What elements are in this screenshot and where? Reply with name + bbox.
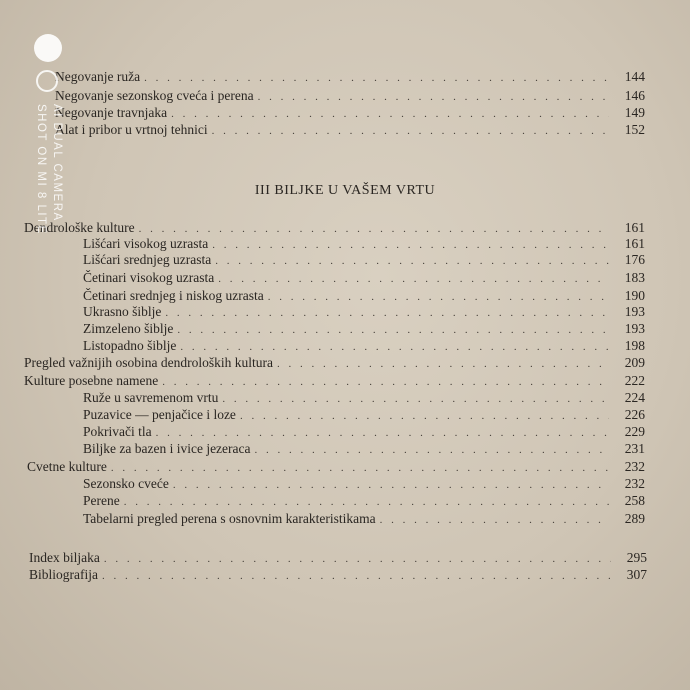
dot-leader bbox=[380, 512, 609, 528]
toc-entry bbox=[29, 567, 647, 584]
toc-entry-title: Index biljaka bbox=[29, 550, 100, 565]
dot-leader bbox=[165, 305, 609, 321]
dot-leader bbox=[162, 374, 609, 390]
toc-entry-page: 258 bbox=[624, 493, 645, 508]
toc-entry bbox=[29, 550, 647, 567]
toc-entry-title: Ruže u savremenom vrtu bbox=[83, 390, 219, 405]
toc-entry-page: 289 bbox=[624, 511, 645, 526]
toc-entry bbox=[83, 321, 645, 338]
toc-entry bbox=[83, 476, 645, 493]
toc-entry-title: Tabelarni pregled perena s osnovnim karakteristikama bbox=[83, 511, 376, 526]
toc-entry-page: 198 bbox=[624, 338, 645, 353]
camera-dot-icon bbox=[34, 34, 62, 62]
toc-entry bbox=[83, 270, 645, 287]
camera-watermark bbox=[26, 34, 70, 274]
toc-entry bbox=[55, 105, 645, 122]
dot-leader bbox=[144, 70, 609, 86]
dot-leader bbox=[124, 494, 609, 510]
toc-entry-title: Pokrivači tla bbox=[83, 424, 152, 439]
toc-entry-title: Pregled važnijih osobina dendroloških kultura bbox=[24, 355, 273, 370]
toc-entry-title: Biljke za bazen i ivice jezeraca bbox=[83, 441, 251, 456]
watermark-line-1: SHOT ON MI 8 LITE bbox=[35, 104, 47, 235]
toc-entry-page: 231 bbox=[624, 441, 645, 456]
toc-entry bbox=[83, 390, 645, 407]
dot-leader bbox=[222, 391, 609, 407]
toc-entry bbox=[83, 338, 645, 355]
toc-entry-title: Četinari srednjeg i niskog uzrasta bbox=[83, 288, 264, 303]
toc-entry-page: 209 bbox=[624, 355, 645, 370]
toc-entry-page: 226 bbox=[624, 407, 645, 422]
toc-entry-page: 224 bbox=[624, 390, 645, 405]
toc-entry bbox=[83, 407, 645, 424]
toc-entry-title: Puzavice — penjačice i loze bbox=[83, 407, 236, 422]
dot-leader bbox=[255, 442, 609, 458]
dot-leader bbox=[111, 460, 609, 476]
toc-entry bbox=[27, 459, 645, 476]
toc-entry-title: Sezonsko cveće bbox=[83, 476, 169, 491]
toc-entry-title: Perene bbox=[83, 493, 120, 508]
toc-entry bbox=[83, 304, 645, 321]
toc-entry-title: Dendrološke kulture bbox=[24, 220, 135, 235]
watermark-line-2: AI DUAL CAMERA bbox=[51, 104, 63, 222]
dot-leader bbox=[180, 339, 609, 355]
toc-entry-title: Lišćari visokog uzrasta bbox=[83, 236, 209, 251]
toc-entry-title: Cvetne kulture bbox=[27, 459, 107, 474]
toc-entry-page: 190 bbox=[624, 288, 645, 303]
dot-leader bbox=[258, 89, 609, 105]
dot-leader bbox=[102, 568, 611, 584]
toc-entry bbox=[55, 122, 645, 139]
toc-entry-title: Kulture posebne namene bbox=[24, 373, 159, 388]
toc-entry-page: 232 bbox=[624, 476, 645, 491]
toc-entry-page: 161 bbox=[624, 220, 645, 235]
toc-entry bbox=[55, 69, 645, 86]
toc-entry-title: Lišćari srednjeg uzrasta bbox=[83, 252, 212, 267]
toc-entry bbox=[83, 511, 645, 528]
toc-entry bbox=[24, 373, 645, 390]
dot-leader bbox=[171, 106, 609, 122]
toc-entry-page: 183 bbox=[624, 270, 645, 285]
dot-leader bbox=[173, 477, 609, 493]
toc-entry-title: Negovanje sezonskog cveća i perena bbox=[55, 88, 254, 103]
dot-leader bbox=[139, 221, 609, 237]
toc-entry-title: Negovanje ruža bbox=[55, 69, 141, 84]
toc-entry-page: 161 bbox=[624, 236, 645, 251]
toc-entry-page: 176 bbox=[624, 252, 645, 267]
dot-leader bbox=[240, 408, 609, 424]
toc-entry-page: 229 bbox=[624, 424, 645, 439]
toc-entry-page: 193 bbox=[624, 321, 645, 336]
toc-entry-page: 222 bbox=[624, 373, 645, 388]
toc-entry-title: Bibliografija bbox=[29, 567, 98, 582]
section-heading: III BILJKE U VAŠEM VRTU bbox=[254, 183, 436, 198]
dot-leader bbox=[156, 425, 609, 441]
dot-leader bbox=[212, 123, 609, 139]
toc-entry-page: 232 bbox=[624, 459, 645, 474]
toc-entry-title: Četinari visokog uzrasta bbox=[83, 270, 215, 285]
toc-entry-page: 307 bbox=[626, 567, 647, 582]
toc-entry bbox=[55, 88, 645, 105]
toc-entry-title: Listopadno šiblje bbox=[83, 338, 177, 353]
toc-entry bbox=[83, 424, 645, 441]
toc-entry bbox=[83, 288, 645, 305]
dot-leader bbox=[268, 289, 609, 305]
toc-entry bbox=[83, 236, 645, 253]
toc-entry bbox=[24, 220, 645, 237]
camera-ring-icon bbox=[36, 70, 58, 92]
dot-leader bbox=[277, 356, 609, 372]
toc-entry-page: 144 bbox=[624, 69, 645, 84]
toc-entry bbox=[83, 441, 645, 458]
toc-entry-title: Alat i pribor u vrtnoj tehnici bbox=[55, 122, 208, 137]
dot-leader bbox=[218, 271, 609, 287]
dot-leader bbox=[215, 253, 609, 269]
toc-entry-page: 193 bbox=[624, 304, 645, 319]
dot-leader bbox=[104, 551, 611, 567]
toc-entry bbox=[83, 252, 645, 269]
toc-entry-page: 146 bbox=[624, 88, 645, 103]
toc-entry-page: 152 bbox=[624, 122, 645, 137]
toc-entry-page: 149 bbox=[624, 105, 645, 120]
dot-leader bbox=[177, 322, 609, 338]
toc-entry bbox=[83, 493, 645, 510]
toc-entry-page: 295 bbox=[626, 550, 647, 565]
toc-entry-title: Ukrasno šiblje bbox=[83, 304, 162, 319]
toc-entry-title: Zimzeleno šiblje bbox=[83, 321, 174, 336]
dot-leader bbox=[212, 237, 609, 253]
toc-entry bbox=[24, 355, 645, 372]
toc-entry-title: Negovanje travnjaka bbox=[55, 105, 168, 120]
